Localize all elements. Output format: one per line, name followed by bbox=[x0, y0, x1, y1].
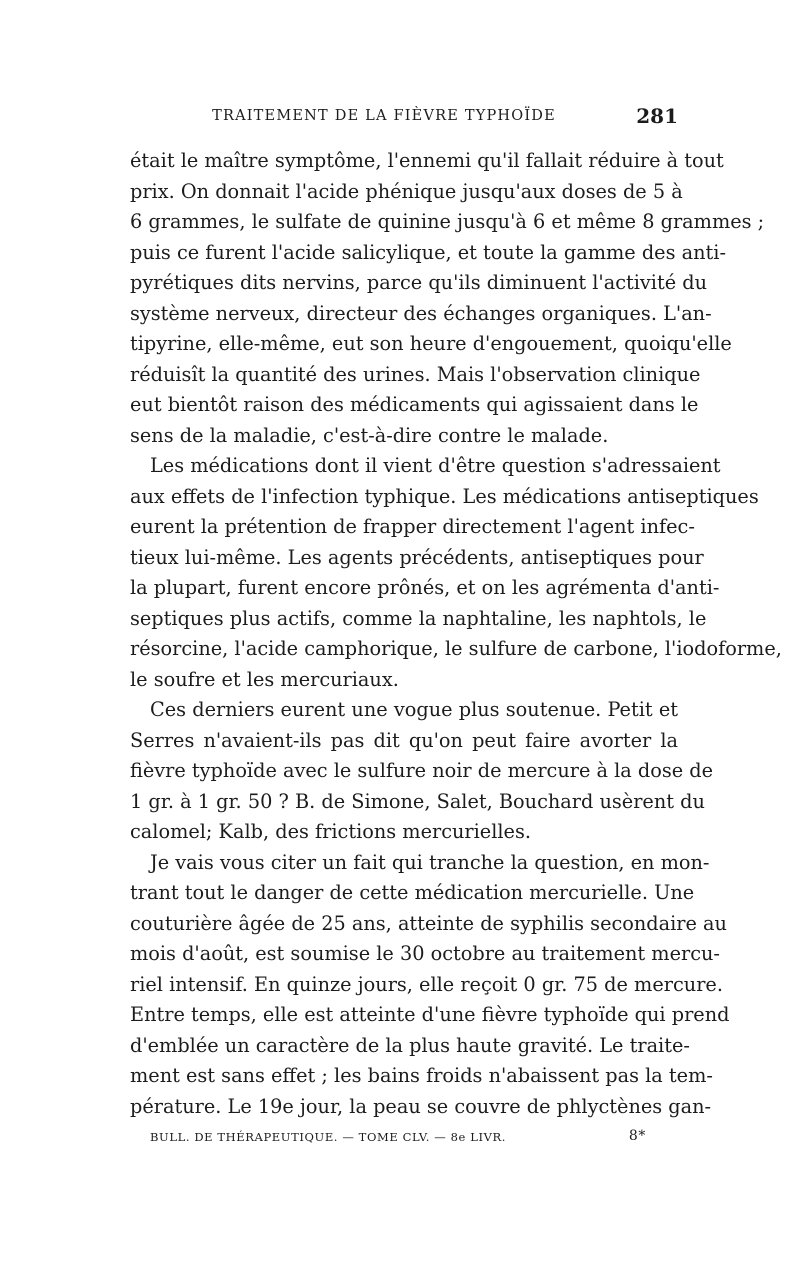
text-line: était le maître symptôme, l'ennemi qu'il fallait réduire à tout bbox=[130, 149, 724, 172]
text-line: eut bientôt raison des médicaments qui agissaient dans le bbox=[130, 393, 699, 416]
text-line: eurent la prétention de frapper directement l'agent infec- bbox=[130, 515, 695, 538]
text-line: Ces derniers eurent une vogue plus soutenue. Petit et bbox=[150, 698, 678, 721]
text-line: sens de la maladie, c'est-à-dire contre le malade. bbox=[130, 423, 609, 447]
text-line: tieux lui-même. Les agents précédents, antiseptiques pour bbox=[130, 545, 704, 569]
text-line: prix. On donnait l'acide phénique jusqu'aux doses de 5 à bbox=[130, 179, 683, 203]
text-line: 1 gr. à 1 gr. 50 ? B. de Simone, Salet, Bouchard usèrent du bbox=[130, 789, 705, 813]
body-text bbox=[130, 146, 782, 1122]
text-line: 6 grammes, le sulfate de quinine jusqu'à 6 et même 8 grammes ; bbox=[130, 210, 765, 233]
text-line: Entre temps, elle est atteinte d'une fièvre typhoïde qui prend bbox=[130, 1003, 730, 1026]
text-line: Je vais vous citer un fait qui tranche la question, en mon- bbox=[150, 850, 710, 874]
text-line: réduisît la quantité des urines. Mais l'observation clinique bbox=[130, 362, 701, 386]
text-line: couturière âgée de 25 ans, atteinte de syphilis secondaire au bbox=[130, 911, 727, 935]
text-line: fièvre typhoïde avec le sulfure noir de mercure à la dose de bbox=[130, 759, 714, 782]
running-title: TRAITEMENT DE LA FIÈVRE TYPHOÏDE bbox=[212, 108, 556, 124]
signature-mark: 8* bbox=[628, 1128, 646, 1144]
text-line: système nerveux, directeur des échanges organiques. L'an- bbox=[130, 301, 712, 325]
text-line: Les médications dont il vient d'être question s'adressaient bbox=[150, 454, 721, 477]
text-line: Serres n'avaient-ils pas dit qu'on peut faire avorter la bbox=[130, 728, 678, 752]
page-footer bbox=[150, 1130, 646, 1144]
text-line: riel intensif. En quinze jours, elle reçoit 0 gr. 75 de mercure. bbox=[130, 972, 723, 996]
text-line: septiques plus actifs, comme la naphtaline, les naphtols, le bbox=[130, 606, 707, 630]
text-line: résorcine, l'acide camphorique, le sulfure de carbone, l'iodoforme, bbox=[130, 637, 782, 660]
text-line: le soufre et les mercuriaux. bbox=[130, 667, 399, 691]
text-line: trant tout le danger de cette médication mercurielle. Une bbox=[130, 881, 695, 904]
text-line: calomel; Kalb, des frictions mercurielles. bbox=[130, 820, 531, 843]
running-header bbox=[130, 104, 678, 130]
text-line: mois d'août, est soumise le 30 octobre au traitement mercu- bbox=[130, 942, 720, 965]
text-line: tipyrine, elle-même, eut son heure d'engouement, quoiqu'elle bbox=[130, 332, 732, 355]
text-line: aux effets de l'infection typhique. Les médications antiseptiques bbox=[130, 484, 759, 508]
text-line: pérature. Le 19e jour, la peau se couvre de phlyctènes gan- bbox=[130, 1094, 712, 1118]
text-line: la plupart, furent encore prônés, et on les agrémenta d'anti- bbox=[130, 576, 720, 599]
text-line: ment est sans effet ; les bains froids n'abaissent pas la tem- bbox=[130, 1064, 713, 1087]
text-line: d'emblée un caractère de la plus haute gravité. Le traite- bbox=[130, 1033, 690, 1057]
text-line: pyrétiques dits nervins, parce qu'ils diminuent l'activité du bbox=[130, 271, 708, 294]
text-line: puis ce furent l'acide salicylique, et toute la gamme des anti- bbox=[130, 240, 726, 264]
journal-line: BULL. DE THÉRAPEUTIQUE. — TOME CLV. — 8e LIVR. bbox=[150, 1130, 507, 1144]
page-number: 281 bbox=[636, 104, 678, 128]
